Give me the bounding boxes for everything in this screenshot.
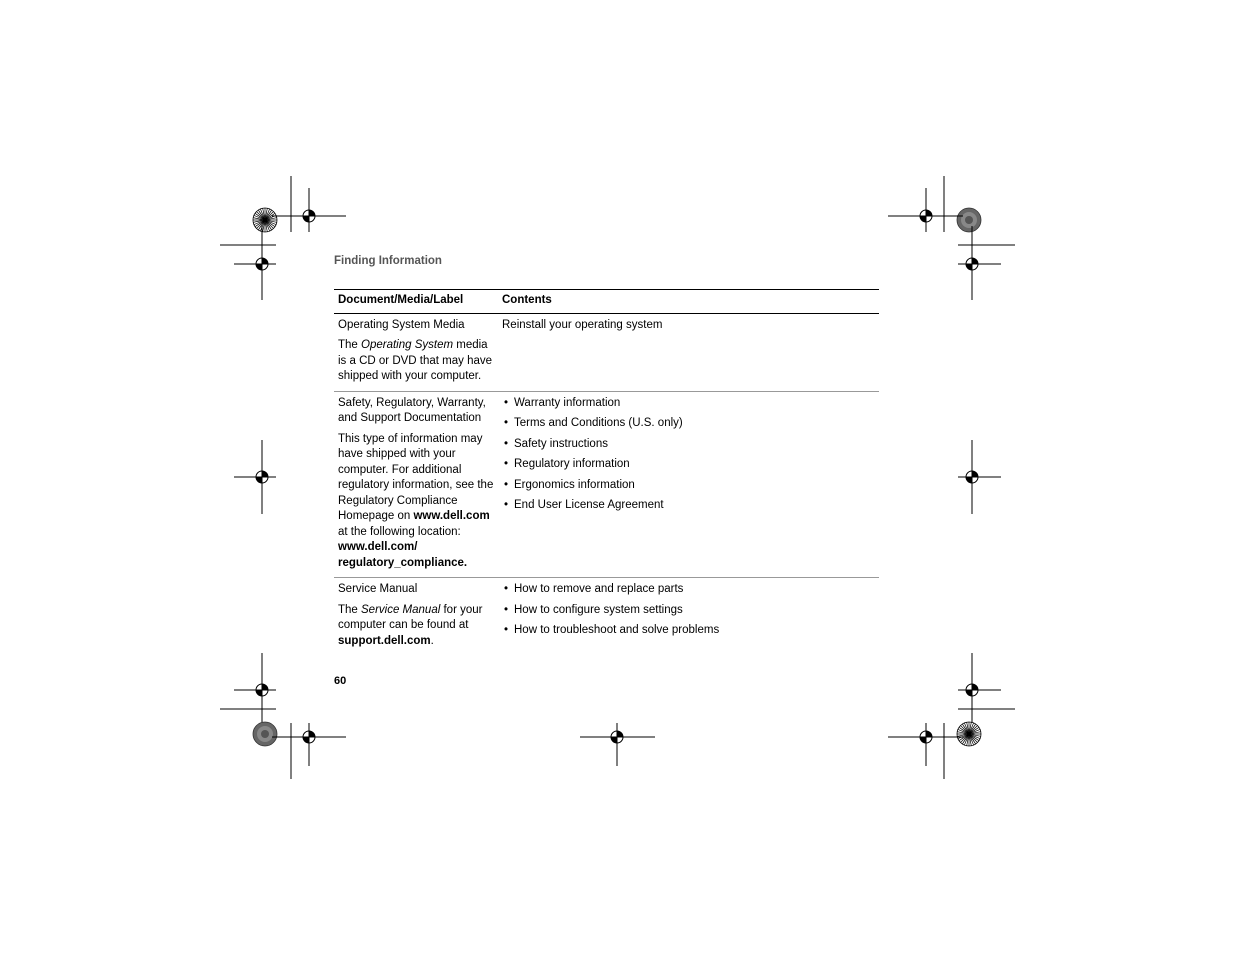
row-title: Operating System Media: [338, 318, 465, 331]
list-item: • End User License Agreement: [502, 498, 875, 514]
row-description: [338, 603, 494, 650]
list-item: • Safety instructions: [502, 437, 875, 453]
desc-text: The: [338, 603, 362, 616]
list-item: • Ergonomics information: [502, 478, 875, 494]
list-item: • Terms and Conditions (U.S. only): [502, 416, 875, 432]
contents-text: Reinstall your operating system: [502, 318, 663, 331]
column-header-document: Document/Media/Label: [334, 290, 498, 314]
contents-cell: [498, 578, 879, 656]
contents-cell: [498, 313, 879, 391]
contents-list: [502, 396, 875, 514]
contents-list: [502, 582, 875, 639]
desc-emphasis: Operating System: [361, 339, 454, 351]
dell-url: www.dell.com: [413, 510, 490, 522]
list-item: • How to remove and replace parts: [502, 582, 875, 598]
desc-text: at the following location:: [338, 525, 461, 538]
list-item: • How to troubleshoot and solve problems: [502, 623, 875, 639]
row-description: [338, 338, 494, 385]
table-row: [334, 578, 879, 656]
list-item: • How to configure system settings: [502, 603, 875, 619]
desc-text: .: [430, 634, 434, 647]
desc-text: media is a CD or DVD that may have shipped with your computer.: [338, 339, 493, 382]
desc-text: This type of information may have shipped with your computer. For additional regulatory information, see the Regulatory Compliance Homepage on: [338, 432, 494, 522]
documentation-table: [334, 289, 879, 655]
desc-text: The: [338, 339, 362, 351]
desc-text: for your computer can be found at: [338, 603, 483, 631]
row-title: Safety, Regulatory, Warranty, and Support Documentation: [338, 396, 486, 424]
desc-emphasis: Service Manual: [361, 603, 441, 616]
row-title: Service Manual: [338, 583, 418, 595]
document-cell: [334, 391, 498, 578]
document-cell: [334, 313, 498, 391]
page-number: 60: [334, 675, 347, 687]
document-cell: [334, 578, 498, 656]
column-header-contents: Contents: [498, 290, 879, 314]
contents-cell: [498, 391, 879, 578]
table-header-row: [334, 290, 879, 314]
table-row: [334, 313, 879, 391]
list-item: • Regulatory information: [502, 457, 875, 473]
table-row: [334, 391, 879, 578]
list-item: • Warranty information: [502, 396, 875, 412]
support-url: support.dell.com: [338, 634, 431, 647]
running-header: Finding Information: [334, 255, 442, 267]
regulatory-url: www.dell.com/ regulatory_compliance.: [338, 541, 468, 569]
row-description: [338, 432, 494, 572]
